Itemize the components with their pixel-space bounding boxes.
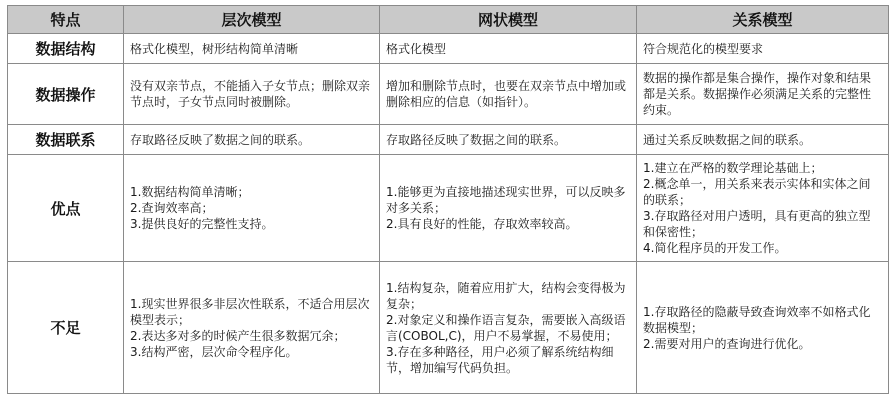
list-item: 2.概念单一，用关系来表示实体和实体之间的联系； [643,177,871,207]
list-item: 3.结构严密，层次命令程序化。 [130,344,298,359]
cell-text: 格式化模型 [386,41,447,56]
row-advantages [8,155,889,262]
row-label-data-operation: 数据操作 [8,64,124,125]
cell-text: 符合规范化的模型要求 [643,41,764,56]
row-data-relationship [8,125,889,155]
cell-network-data-operation [380,64,637,125]
cell-text: 数据的操作都是集合操作，操作对象和结果都是关系。数据操作必须满足关系的完整性约束。 [643,71,872,117]
cell-hierarchical-disadvantages [124,262,380,394]
list-item: 1.建立在严格的数学理论基础上； [643,161,823,175]
cell-text: 增加和删除节点时，也要在双亲节点中增加或删除相应的信息（如指针）。 [386,79,627,109]
list-item: 2.需要对用户的查询进行优化。 [643,336,811,351]
cell-text: 没有双亲节点，不能插入子女节点；删除双亲节点时，子女节点同时被删除。 [130,79,371,109]
cell-hierarchical-advantages [124,155,380,262]
cell-text: 通过关系反映数据之间的联系。 [643,132,812,147]
cell-relational-disadvantages [637,262,889,394]
list-item: 1.结构复杂，随着应用扩大，结构会变得极为复杂； [386,280,626,311]
cell-text: 存取路径反映了数据之间的联系。 [386,132,567,147]
cell-network-advantages [380,155,637,262]
header-relational-model: 关系模型 [637,6,889,34]
list-item: 2.查询效率高； [130,201,214,215]
list-item: 1.存取路径的隐蔽导致查询效率不如格式化数据模型； [643,304,871,335]
list-item: 1.能够更为直接地描述现实世界，可以反映多对多关系； [386,185,626,215]
row-label-disadvantages: 不足 [8,262,124,394]
list-item: 4.简化程序员的开发工作。 [643,241,787,255]
list-item: 2.表达多对多的时候产生很多数据冗余； [130,328,346,343]
list-item: 3.提供良好的完整性支持。 [130,217,274,231]
list-item: 1.数据结构简单清晰； [130,185,250,199]
cell-text: 格式化模型，树形结构简单清晰 [130,41,299,56]
header-hierarchical-model: 层次模型 [124,6,380,34]
list-item: 1.现实世界很多非层次性联系，不适合用层次模型表示； [130,296,370,327]
row-data-structure [8,34,889,64]
header-row [8,6,889,34]
row-disadvantages [8,262,889,394]
cell-network-disadvantages [380,262,637,394]
data-model-comparison-table [7,5,889,394]
list-item: 2.对象定义和操作语言复杂，需要嵌入高级语言(COBOL,C)，用户不易掌握，不易使用； [386,312,626,343]
cell-hierarchical-data-operation [124,64,380,125]
list-item: 2.具有良好的性能，存取效率较高。 [386,217,578,231]
header-feature: 特点 [8,6,124,34]
cell-hierarchical-data-relationship [124,125,380,155]
list-item: 3.存在多种路径，用户必须了解系统结构细节，增加编写代码负担。 [386,344,614,375]
cell-relational-data-relationship [637,125,889,155]
row-label-advantages: 优点 [8,155,124,262]
row-data-operation [8,64,889,125]
cell-relational-data-operation [637,64,889,125]
cell-text: 存取路径反映了数据之间的联系。 [130,132,311,147]
list-item: 3.存取路径对用户透明，具有更高的独立型和保密性； [643,209,871,239]
cell-network-data-structure [380,34,637,64]
cell-relational-data-structure [637,34,889,64]
header-network-model: 网状模型 [380,6,637,34]
comparison-table-container [7,5,888,394]
cell-relational-advantages [637,155,889,262]
cell-network-data-relationship [380,125,637,155]
cell-hierarchical-data-structure [124,34,380,64]
row-label-data-structure: 数据结构 [8,34,124,64]
row-label-data-relationship: 数据联系 [8,125,124,155]
